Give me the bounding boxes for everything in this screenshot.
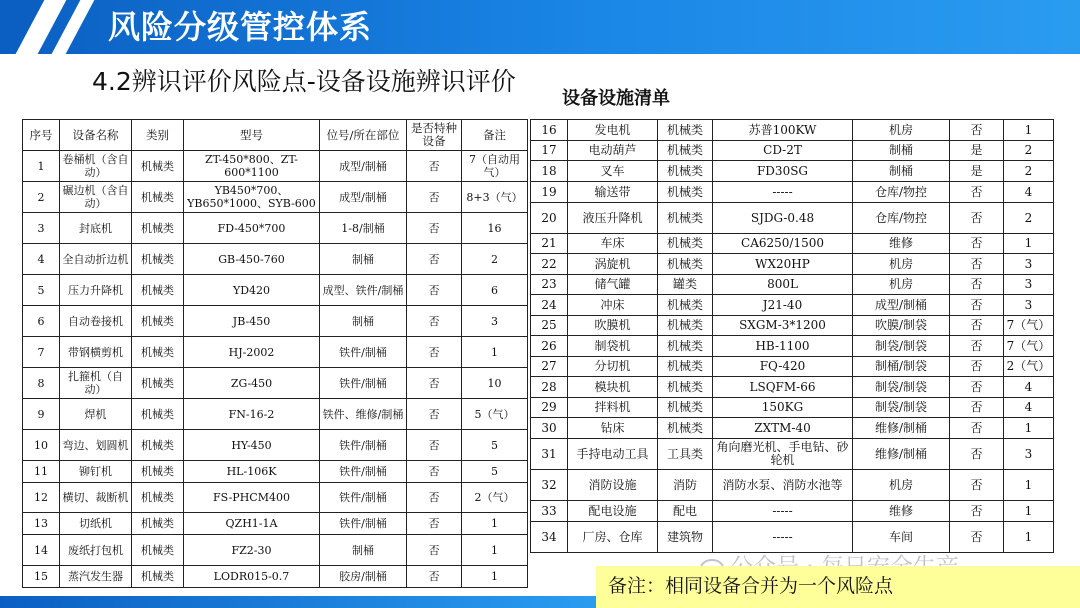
cell-cat: 机械类 (658, 295, 713, 316)
cell-special: 否 (950, 398, 1004, 418)
table-row (23, 275, 528, 306)
cell-no: 19 (531, 182, 568, 203)
cell-special: 是 (950, 141, 1004, 161)
cell-name: 配电设施 (568, 501, 658, 522)
cell-note: 3 (1004, 275, 1054, 295)
cell-model: 800L (713, 275, 853, 295)
cell-loc: 车间 (853, 522, 950, 553)
cell-special: 否 (407, 430, 462, 461)
cell-name: 弯边、划圆机 (60, 430, 132, 461)
column-header: 位号/所在部位 (320, 120, 407, 151)
cell-no: 27 (531, 357, 568, 377)
cell-name: 发电机 (568, 120, 658, 141)
cell-loc: 机房 (853, 120, 950, 141)
cell-model: SJDG-0.48 (713, 203, 853, 234)
cell-model: FD30SG (713, 161, 853, 182)
cell-note: 4 (1004, 398, 1054, 418)
cell-note: 2（气） (462, 483, 528, 513)
cell-no: 33 (531, 501, 568, 522)
table-row (531, 182, 1054, 203)
cell-loc: 成型/制桶 (853, 295, 950, 316)
cell-no: 31 (531, 439, 568, 470)
cell-loc: 制桶 (853, 141, 950, 161)
cell-no: 15 (23, 566, 60, 588)
cell-name: 带钢横剪机 (60, 337, 132, 368)
cell-name: 分切机 (568, 357, 658, 377)
cell-loc: 成型、铁件/制桶 (320, 275, 407, 306)
cell-cat: 机械类 (658, 120, 713, 141)
cell-cat: 机械类 (132, 306, 184, 337)
cell-no: 28 (531, 377, 568, 398)
cell-no: 7 (23, 337, 60, 368)
cell-cat: 机械类 (132, 483, 184, 513)
cell-note: 7（自动用气） (462, 151, 528, 182)
cell-loc: 维修/制桶 (853, 418, 950, 439)
cell-special: 否 (407, 513, 462, 535)
cell-no: 21 (531, 234, 568, 254)
cell-model: CA6250/1500 (713, 234, 853, 254)
cell-special: 否 (950, 522, 1004, 553)
cell-no: 22 (531, 254, 568, 275)
cell-cat: 机械类 (132, 461, 184, 483)
table-row (531, 470, 1054, 501)
cell-note: 1 (1004, 470, 1054, 501)
table-row (531, 357, 1054, 377)
cell-special: 否 (407, 399, 462, 430)
cell-note: 1 (462, 566, 528, 588)
cell-note: 1 (1004, 418, 1054, 439)
cell-special: 否 (407, 151, 462, 182)
cell-cat: 机械类 (658, 203, 713, 234)
cell-no: 14 (23, 535, 60, 566)
cell-no: 13 (23, 513, 60, 535)
cell-cat: 机械类 (132, 337, 184, 368)
cell-special: 否 (950, 234, 1004, 254)
cell-cat: 机械类 (132, 368, 184, 399)
cell-no: 1 (23, 151, 60, 182)
footer-bar (0, 596, 596, 608)
cell-loc: 胶房/制桶 (320, 566, 407, 588)
cell-name: 焊机 (60, 399, 132, 430)
cell-note: 3 (1004, 254, 1054, 275)
table-row (531, 501, 1054, 522)
table-row (531, 418, 1054, 439)
cell-name: 制袋机 (568, 336, 658, 357)
cell-model: ----- (713, 501, 853, 522)
cell-note: 4 (1004, 377, 1054, 398)
cell-special: 否 (950, 470, 1004, 501)
cell-special: 否 (407, 461, 462, 483)
cell-no: 32 (531, 470, 568, 501)
cell-special: 否 (950, 316, 1004, 336)
cell-name: 输送带 (568, 182, 658, 203)
cell-loc: 铁件/制桶 (320, 430, 407, 461)
cell-special: 否 (407, 306, 462, 337)
cell-special: 否 (950, 336, 1004, 357)
cell-loc: 铁件/制桶 (320, 461, 407, 483)
table-header-row (23, 120, 528, 151)
cell-model: YB450*700、YB650*1000、SYB-600 (184, 182, 320, 213)
cell-special: 否 (407, 566, 462, 588)
table-row (531, 234, 1054, 254)
cell-model: YD420 (184, 275, 320, 306)
cell-special: 是 (950, 161, 1004, 182)
cell-note: 3 (462, 306, 528, 337)
cell-model: HL-106K (184, 461, 320, 483)
cell-name: 压力升降机 (60, 275, 132, 306)
cell-model: FS-PHCM400 (184, 483, 320, 513)
cell-name: 扎箍机（自动） (60, 368, 132, 399)
cell-name: 封底机 (60, 213, 132, 244)
cell-note: 1 (462, 535, 528, 566)
cell-loc: 铁件/制桶 (320, 483, 407, 513)
cell-note: 1 (462, 337, 528, 368)
cell-loc: 铁件/制桶 (320, 368, 407, 399)
table-row (23, 337, 528, 368)
table-row (531, 316, 1054, 336)
column-header: 是否特种设备 (407, 120, 462, 151)
note-text: 备注：相同设备合并为一个风险点 (608, 575, 894, 597)
cell-note: 10 (462, 368, 528, 399)
cell-special: 否 (950, 182, 1004, 203)
cell-no: 12 (23, 483, 60, 513)
table-row (23, 368, 528, 399)
cell-name: 碾边机（含自动） (60, 182, 132, 213)
cell-cat: 机械类 (132, 566, 184, 588)
page-title: 风险分级管控体系 (108, 8, 373, 46)
cell-name: 叉车 (568, 161, 658, 182)
cell-loc: 机房 (853, 254, 950, 275)
table-row (23, 483, 528, 513)
cell-special: 否 (407, 535, 462, 566)
cell-note: 1 (1004, 120, 1054, 141)
section-subtitle: 4.2辨识评价风险点-设备设施辨识评价 (92, 67, 516, 96)
cell-cat: 机械类 (132, 399, 184, 430)
table-row (531, 439, 1054, 470)
cell-name: 卷桶机（含自动） (60, 151, 132, 182)
cell-cat: 机械类 (658, 357, 713, 377)
cell-no: 2 (23, 182, 60, 213)
cell-special: 否 (950, 357, 1004, 377)
cell-special: 否 (407, 182, 462, 213)
table-row (531, 295, 1054, 316)
cell-loc: 成型/制桶 (320, 182, 407, 213)
cell-note: 2 (1004, 203, 1054, 234)
cell-note: 6 (462, 275, 528, 306)
cell-cat: 建筑物 (658, 522, 713, 553)
cell-name: 模块机 (568, 377, 658, 398)
cell-cat: 机械类 (658, 141, 713, 161)
cell-no: 29 (531, 398, 568, 418)
cell-cat: 机械类 (132, 244, 184, 275)
cell-model: LODR015-0.7 (184, 566, 320, 588)
table-row (23, 151, 528, 182)
cell-cat: 机械类 (658, 234, 713, 254)
cell-cat: 机械类 (132, 430, 184, 461)
cell-note: 2 (1004, 141, 1054, 161)
cell-no: 6 (23, 306, 60, 337)
cell-note: 2 (462, 244, 528, 275)
cell-loc: 制桶/制袋 (853, 357, 950, 377)
cell-note: 5（气） (462, 399, 528, 430)
cell-name: 消防设施 (568, 470, 658, 501)
cell-name: 涡旋机 (568, 254, 658, 275)
cell-special: 否 (950, 275, 1004, 295)
cell-loc: 1-8/制桶 (320, 213, 407, 244)
cell-loc: 铁件、维修/制桶 (320, 399, 407, 430)
cell-model: ZG-450 (184, 368, 320, 399)
cell-model: HB-1100 (713, 336, 853, 357)
cell-model: GB-450-760 (184, 244, 320, 275)
cell-note: 2（气） (1004, 357, 1054, 377)
cell-no: 9 (23, 399, 60, 430)
cell-model: ----- (713, 182, 853, 203)
cell-loc: 制桶 (853, 161, 950, 182)
cell-note: 2 (1004, 161, 1054, 182)
cell-model: ----- (713, 522, 853, 553)
table-row (531, 377, 1054, 398)
cell-note: 1 (1004, 501, 1054, 522)
cell-loc: 制桶 (320, 306, 407, 337)
cell-note: 8+3（气） (462, 182, 528, 213)
cell-no: 25 (531, 316, 568, 336)
cell-model: WX20HP (713, 254, 853, 275)
cell-cat: 配电 (658, 501, 713, 522)
cell-model: ZT-450*800、ZT-600*1100 (184, 151, 320, 182)
cell-name: 切纸机 (60, 513, 132, 535)
table-row (531, 203, 1054, 234)
cell-note: 1 (1004, 234, 1054, 254)
table-row (531, 161, 1054, 182)
table-row (23, 244, 528, 275)
cell-name: 电动葫芦 (568, 141, 658, 161)
cell-name: 手持电动工具 (568, 439, 658, 470)
cell-cat: 机械类 (132, 213, 184, 244)
cell-cat: 机械类 (658, 182, 713, 203)
cell-model: SXGM-3*1200 (713, 316, 853, 336)
cell-note: 4 (1004, 182, 1054, 203)
cell-note: 5 (462, 461, 528, 483)
cell-name: 冲床 (568, 295, 658, 316)
cell-special: 否 (950, 295, 1004, 316)
cell-special: 否 (950, 418, 1004, 439)
cell-no: 16 (531, 120, 568, 141)
cell-model: J21-40 (713, 295, 853, 316)
table-row (531, 336, 1054, 357)
cell-no: 17 (531, 141, 568, 161)
cell-loc: 维修 (853, 501, 950, 522)
cell-special: 否 (407, 337, 462, 368)
cell-model: JB-450 (184, 306, 320, 337)
table-row (23, 535, 528, 566)
cell-name: 蒸汽发生器 (60, 566, 132, 588)
table-row (23, 513, 528, 535)
table-row (531, 398, 1054, 418)
cell-loc: 铁件/制桶 (320, 337, 407, 368)
cell-loc: 成型/制桶 (320, 151, 407, 182)
cell-note: 7（气） (1004, 316, 1054, 336)
list-title: 设备设施清单 (562, 88, 670, 109)
cell-loc: 制袋/制袋 (853, 377, 950, 398)
cell-loc: 机房 (853, 275, 950, 295)
cell-special: 否 (950, 120, 1004, 141)
cell-name: 储气罐 (568, 275, 658, 295)
cell-special: 否 (950, 377, 1004, 398)
cell-cat: 机械类 (658, 418, 713, 439)
table-row (531, 141, 1054, 161)
cell-note: 5 (462, 430, 528, 461)
column-header: 类别 (132, 120, 184, 151)
equipment-table-right (530, 119, 1054, 553)
cell-cat: 机械类 (132, 513, 184, 535)
cell-loc: 铁件/制桶 (320, 513, 407, 535)
cell-loc: 仓库/物控 (853, 203, 950, 234)
column-header: 型号 (184, 120, 320, 151)
cell-special: 否 (407, 244, 462, 275)
column-header: 序号 (23, 120, 60, 151)
cell-cat: 机械类 (658, 254, 713, 275)
table-row (23, 566, 528, 588)
cell-special: 否 (407, 368, 462, 399)
cell-special: 否 (950, 254, 1004, 275)
cell-cat: 机械类 (132, 535, 184, 566)
cell-name: 厂房、仓库 (568, 522, 658, 553)
cell-model: CD-2T (713, 141, 853, 161)
cell-loc: 维修 (853, 234, 950, 254)
cell-no: 24 (531, 295, 568, 316)
cell-name: 拌料机 (568, 398, 658, 418)
cell-name: 吹膜机 (568, 316, 658, 336)
table-row (23, 182, 528, 213)
table-row (23, 399, 528, 430)
cell-special: 否 (950, 501, 1004, 522)
cell-special: 否 (407, 275, 462, 306)
cell-note: 16 (462, 213, 528, 244)
cell-model: FQ-420 (713, 357, 853, 377)
cell-model: HY-450 (184, 430, 320, 461)
cell-cat: 机械类 (132, 275, 184, 306)
cell-cat: 机械类 (658, 316, 713, 336)
cell-model: HJ-2002 (184, 337, 320, 368)
table-row (23, 461, 528, 483)
cell-cat: 工具类 (658, 439, 713, 470)
cell-cat: 机械类 (132, 151, 184, 182)
cell-model: 苏普100KW (713, 120, 853, 141)
table-row (531, 120, 1054, 141)
cell-model: LSQFM-66 (713, 377, 853, 398)
cell-model: FN-16-2 (184, 399, 320, 430)
cell-name: 车床 (568, 234, 658, 254)
cell-name: 自动卷接机 (60, 306, 132, 337)
cell-cat: 机械类 (132, 182, 184, 213)
cell-note: 7（气） (1004, 336, 1054, 357)
cell-cat: 消防 (658, 470, 713, 501)
cell-loc: 机房 (853, 470, 950, 501)
cell-special: 否 (407, 213, 462, 244)
cell-model: 150KG (713, 398, 853, 418)
cell-note: 3 (1004, 295, 1054, 316)
cell-loc: 制袋/制袋 (853, 336, 950, 357)
table-row (23, 306, 528, 337)
cell-loc: 制袋/制袋 (853, 398, 950, 418)
cell-model: FZ2-30 (184, 535, 320, 566)
cell-no: 34 (531, 522, 568, 553)
cell-loc: 吹膜/制袋 (853, 316, 950, 336)
cell-model: ZXTM-40 (713, 418, 853, 439)
cell-no: 5 (23, 275, 60, 306)
cell-no: 3 (23, 213, 60, 244)
cell-model: 消防水泵、消防水池等 (713, 470, 853, 501)
cell-no: 4 (23, 244, 60, 275)
cell-no: 11 (23, 461, 60, 483)
cell-cat: 罐类 (658, 275, 713, 295)
cell-note: 1 (1004, 522, 1054, 553)
cell-cat: 机械类 (658, 377, 713, 398)
cell-model: QZH1-1A (184, 513, 320, 535)
cell-name: 钻床 (568, 418, 658, 439)
cell-cat: 机械类 (658, 336, 713, 357)
equipment-table-left (22, 119, 528, 588)
cell-no: 18 (531, 161, 568, 182)
header-banner (0, 0, 1080, 58)
cell-model: 角向磨光机、手电钻、砂轮机 (713, 439, 853, 470)
cell-model: FD-450*700 (184, 213, 320, 244)
cell-loc: 制桶 (320, 244, 407, 275)
cell-no: 20 (531, 203, 568, 234)
cell-note: 1 (462, 513, 528, 535)
cell-no: 26 (531, 336, 568, 357)
cell-no: 30 (531, 418, 568, 439)
cell-no: 23 (531, 275, 568, 295)
cell-note: 3 (1004, 439, 1054, 470)
cell-special: 否 (407, 483, 462, 513)
cell-loc: 制桶 (320, 535, 407, 566)
cell-name: 液压升降机 (568, 203, 658, 234)
column-header: 设备名称 (60, 120, 132, 151)
cell-name: 铆钉机 (60, 461, 132, 483)
table-row (531, 275, 1054, 295)
cell-no: 10 (23, 430, 60, 461)
cell-loc: 维修/制桶 (853, 439, 950, 470)
cell-no: 8 (23, 368, 60, 399)
cell-special: 否 (950, 203, 1004, 234)
cell-name: 横切、裁断机 (60, 483, 132, 513)
column-header: 备注 (462, 120, 528, 151)
table-row (23, 213, 528, 244)
cell-special: 否 (950, 439, 1004, 470)
cell-cat: 机械类 (658, 398, 713, 418)
table-row (23, 430, 528, 461)
cell-loc: 仓库/物控 (853, 182, 950, 203)
cell-name: 废纸打包机 (60, 535, 132, 566)
cell-name: 全自动折边机 (60, 244, 132, 275)
cell-cat: 机械类 (658, 161, 713, 182)
table-row (531, 254, 1054, 275)
